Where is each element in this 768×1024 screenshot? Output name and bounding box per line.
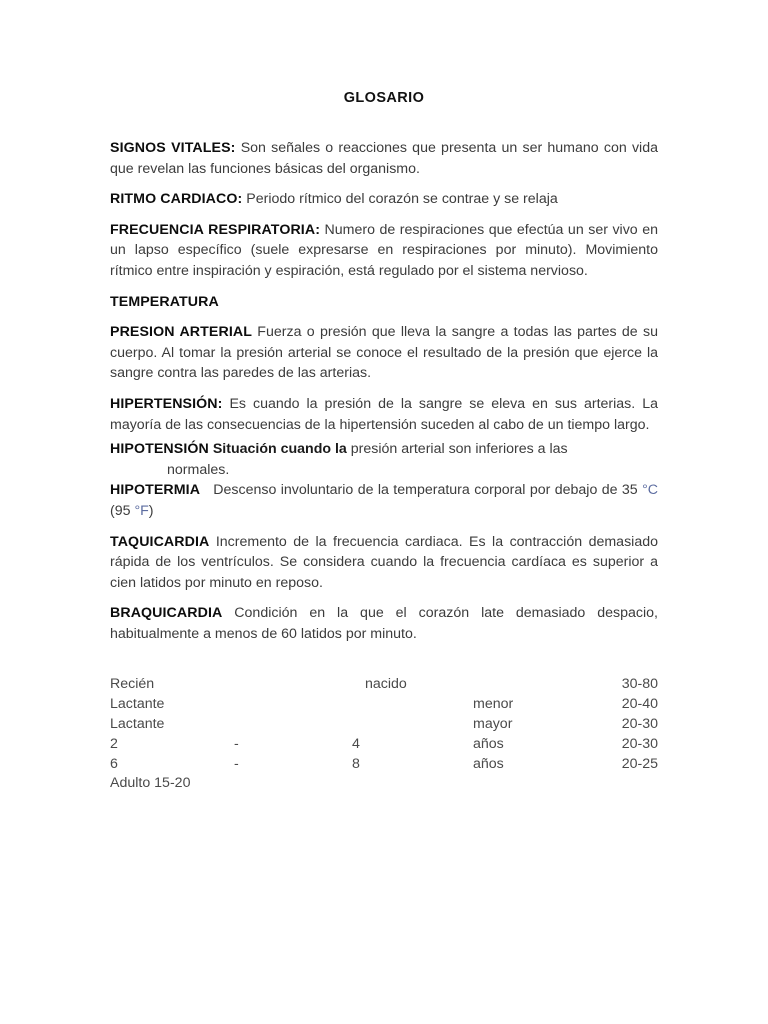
- spacer: [110, 107, 658, 138]
- respiratory-rate-table: [110, 675, 658, 794]
- glossary-entry-hipertension: [110, 394, 658, 435]
- glossary-entry-taquicardia: [110, 532, 658, 594]
- page-title: GLOSARIO: [343, 90, 425, 106]
- table-cell-age-label: Lactante: [110, 716, 165, 733]
- glossary-definition: Fuerza o presión que lleva la sangre a todas las partes de su cuerpo. Al tomar la presión arterial se conoce el resultado de la presión que ejerce la sangre contra las paredes de las arterias.: [110, 324, 658, 382]
- spacer: [110, 384, 658, 394]
- glossary-term: RITMO CARDIACO:: [110, 191, 243, 208]
- table-cell-age-label: 6: [110, 755, 118, 772]
- table-row: [110, 755, 658, 775]
- spacer: [110, 312, 658, 322]
- unit-fahrenheit: °F: [134, 502, 149, 519]
- spacer: [110, 644, 658, 675]
- glossary-entry-presion-arterial: [110, 322, 658, 384]
- spacer: [110, 210, 658, 220]
- spacer: [110, 282, 658, 292]
- table-row: [110, 715, 658, 735]
- glossary-entry-frecuencia-respiratoria: [110, 220, 658, 282]
- table-cell-age-qualifier: menor: [473, 696, 514, 713]
- table-cell-age-label: 2: [110, 735, 118, 752]
- glossary-definition-mid: (95: [110, 502, 135, 519]
- table-cell-dash: -: [234, 735, 239, 752]
- spacer: [110, 522, 658, 532]
- table-cell-age-end: 4: [352, 735, 360, 752]
- glossary-term: HIPOTERMIA: [110, 482, 201, 499]
- spacer: [110, 179, 658, 189]
- table-row: [110, 695, 658, 715]
- glossary-entry-hipotension: [110, 439, 658, 480]
- glossary-term: FRECUENCIA RESPIRATORIA:: [110, 221, 321, 238]
- table-cell-value: 20-25: [621, 755, 658, 772]
- table-cell-value: 20-30: [621, 735, 658, 752]
- glossary-entry-hipotermia: [110, 480, 658, 521]
- table-cell-age-qualifier: mayor: [473, 716, 513, 733]
- glossary-definition-post: ): [148, 502, 154, 519]
- glossary-term-secondary: Situación cuando la: [212, 441, 347, 458]
- glossary-term: HIPOTENSIÓN: [110, 441, 209, 458]
- table-cell-dash: -: [234, 755, 239, 772]
- glossary-definition: Numero de respiraciones que efectúa un ser vivo en un lapso específico (suele expresarse en respiraciones por minuto). Movimiento rítmico entre inspiración y espiración, está regulado por el sistema nervioso.: [110, 221, 658, 279]
- table-row: [110, 675, 658, 695]
- glossary-definition: Periodo rítmico del corazón se contrae y se relaja: [242, 191, 558, 208]
- glossary-term: PRESION ARTERIAL: [110, 324, 252, 341]
- table-cell-age-qualifier: nacido: [365, 676, 407, 693]
- document-content: [110, 0, 658, 794]
- table-cell-value: 20-40: [621, 696, 658, 713]
- glossary-definition: Incremento de la frecuencia cardiaca. Es la contracción demasiado rápida de los ventrículos. Se considera cuando la frecuencia cardíaca es superior a cien latidos por minuto en reposo.: [110, 533, 658, 591]
- glossary-term: SIGNOS VITALES:: [110, 140, 236, 156]
- glossary-definition: Son señales o reacciones que presenta un ser humano con vida que revelan las funciones básicas del organismo.: [110, 140, 658, 177]
- glossary-definition: Condición en la que el corazón late demasiado despacio, habitualmente a menos de 60 latidos por minuto.: [110, 605, 658, 642]
- glossary-entry-signos-vitales: [110, 138, 658, 179]
- table-cell-value: 20-30: [621, 716, 658, 733]
- glossary-entry-temperatura: TEMPERATURA: [110, 293, 219, 310]
- table-cell-age-qualifier: años: [473, 735, 504, 752]
- table-row-adulto: Adulto 15-20: [110, 775, 191, 792]
- glossary-definition: Descenso involuntario de la temperatura corporal por debajo de 35: [213, 482, 643, 499]
- glossary-definition-continued: normales.: [167, 461, 230, 478]
- table-cell-age-end: 8: [352, 755, 360, 772]
- table-cell-age-label: Lactante: [110, 696, 165, 713]
- table-cell-age-label: Recién: [110, 676, 155, 693]
- glossary-definition: presión arterial son inferiores a las: [350, 441, 568, 458]
- glossary-definition: Es cuando la presión de la sangre se eleva en sus arterias. La mayoría de las consecuencias de la hipertensión suceden al cabo de un tiempo largo.: [110, 395, 658, 433]
- table-cell-age-qualifier: años: [473, 755, 504, 772]
- unit-celsius: °C: [642, 482, 659, 499]
- spacer: [110, 593, 658, 603]
- glossary-term: TAQUICARDIA: [110, 533, 210, 550]
- table-row: [110, 735, 658, 755]
- glossary-entry-braquicardia: [110, 603, 658, 644]
- table-cell-value: 30-80: [621, 676, 658, 693]
- glossary-term: BRAQUICARDIA: [110, 605, 223, 622]
- glossary-term: HIPERTENSIÓN:: [110, 395, 223, 412]
- glossary-entry-ritmo-cardiaco: [110, 189, 658, 210]
